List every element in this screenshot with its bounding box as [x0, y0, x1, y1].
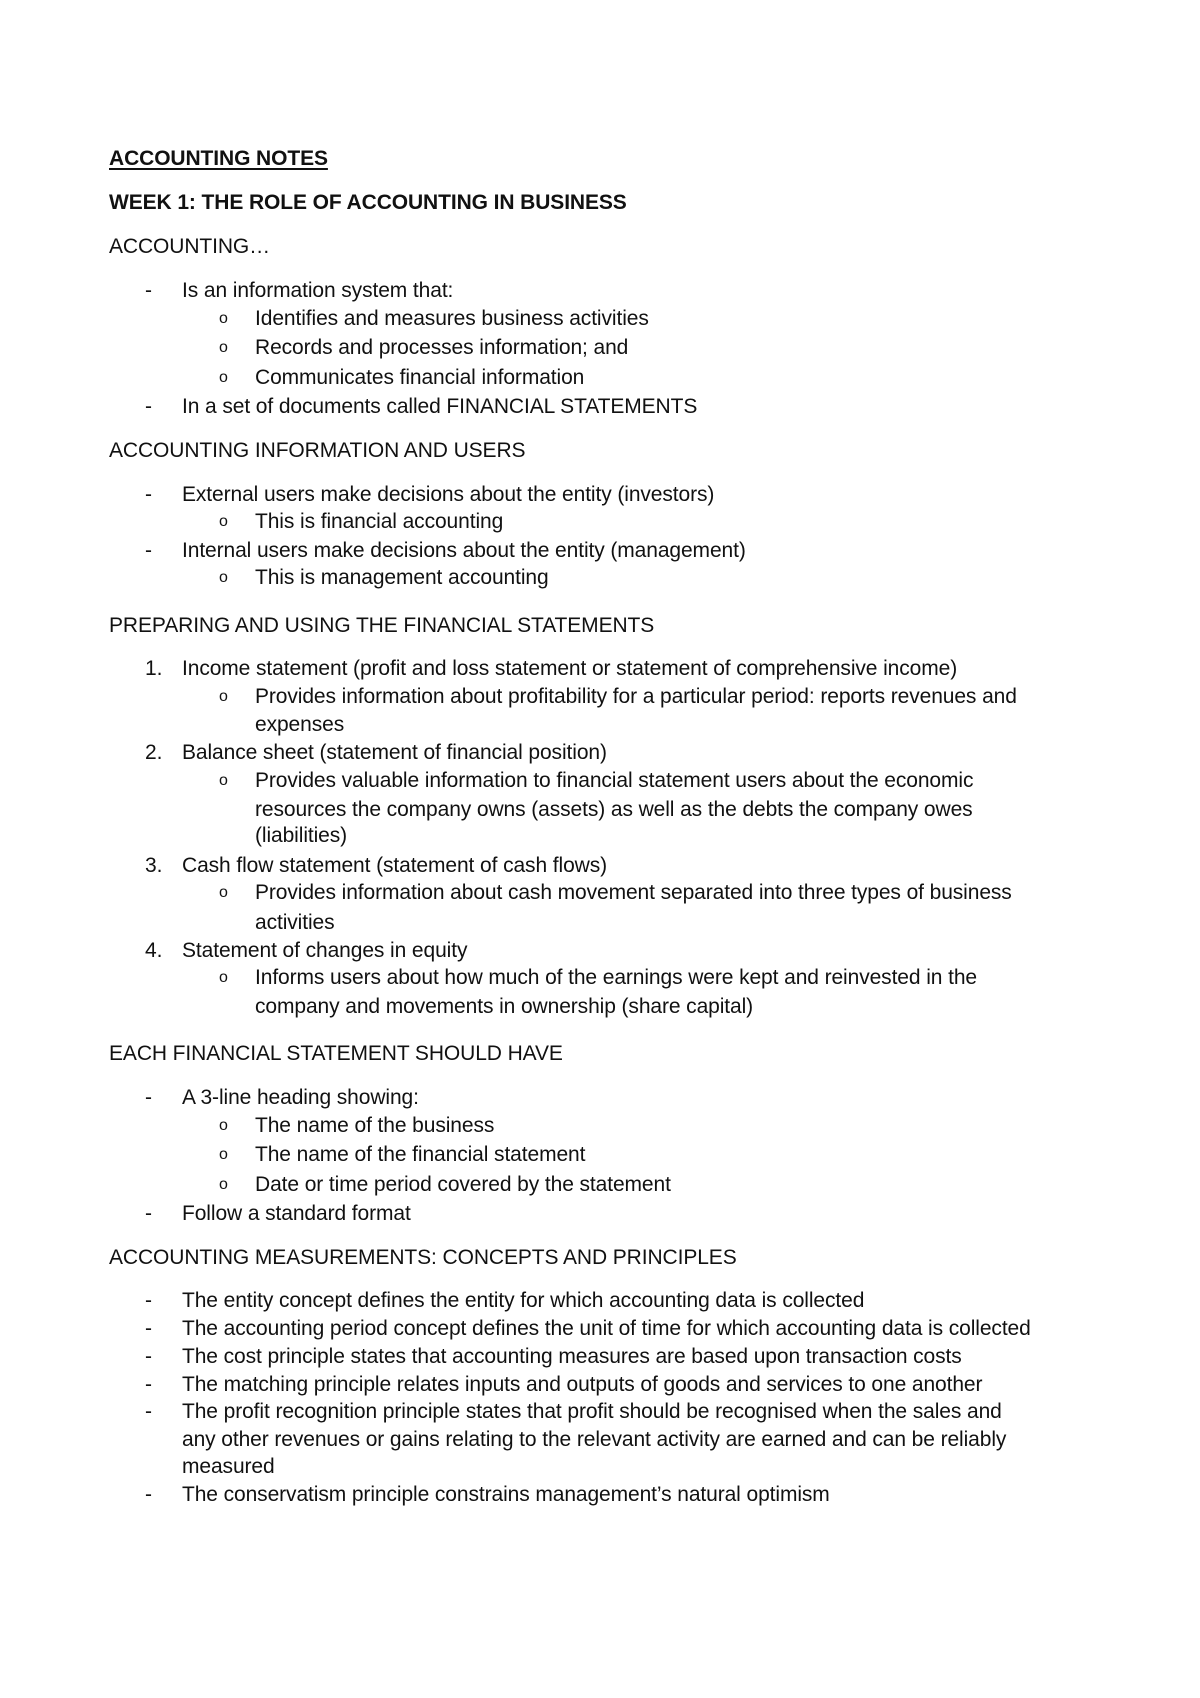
circle-bullet: o	[219, 369, 228, 386]
week-heading: WEEK 1: THE ROLE OF ACCOUNTING IN BUSINESS	[109, 191, 627, 214]
list-item: The profit recognition principle states that profit should be recognised when the sales and	[182, 1400, 1002, 1423]
list-item: In a set of documents called FINANCIAL STATEMENTS	[182, 395, 698, 418]
section-heading-statement-requirements: EACH FINANCIAL STATEMENT SHOULD HAVE	[109, 1042, 563, 1065]
sub-list-item: Communicates financial information	[255, 366, 585, 389]
circle-bullet: o	[219, 310, 228, 327]
section-heading-accounting: ACCOUNTING…	[109, 235, 271, 258]
dash-bullet: -	[145, 539, 152, 562]
list-item: A 3-line heading showing:	[182, 1086, 419, 1109]
sub-list-item: This is financial accounting	[255, 510, 504, 533]
list-number: 1.	[145, 657, 163, 680]
sub-list-item: The name of the business	[255, 1114, 495, 1137]
list-item: Follow a standard format	[182, 1202, 411, 1225]
dash-bullet: -	[145, 1483, 152, 1506]
section-heading-financial-statements: PREPARING AND USING THE FINANCIAL STATEMENTS	[109, 614, 655, 637]
dash-bullet: -	[145, 1373, 152, 1396]
circle-bullet: o	[219, 339, 228, 356]
sub-list-item-continued: activities	[255, 911, 335, 934]
circle-bullet: o	[219, 688, 228, 705]
circle-bullet: o	[219, 1176, 228, 1193]
sub-list-item: Provides information about cash movement separated into three types of business	[255, 881, 1012, 904]
dash-bullet: -	[145, 279, 152, 302]
sub-list-item: Identifies and measures business activities	[255, 307, 649, 330]
sub-list-item-continued: resources the company owns (assets) as well as the debts the company owes	[255, 798, 973, 821]
list-item: The matching principle relates inputs and outputs of goods and services to one another	[182, 1373, 983, 1396]
document-title: ACCOUNTING NOTES	[109, 147, 328, 170]
sub-list-item: Provides valuable information to financial statement users about the economic	[255, 769, 974, 792]
sub-list-item: The name of the financial statement	[255, 1143, 586, 1166]
list-item: Statement of changes in equity	[182, 939, 468, 962]
sub-list-item: Informs users about how much of the earnings were kept and reinvested in the	[255, 966, 977, 989]
sub-list-item-continued: company and movements in ownership (share capital)	[255, 995, 754, 1018]
dash-bullet: -	[145, 395, 152, 418]
dash-bullet: -	[145, 1400, 152, 1423]
circle-bullet: o	[219, 569, 228, 586]
sub-list-item-continued: (liabilities)	[255, 824, 348, 847]
list-item: The conservatism principle constrains management’s natural optimism	[182, 1483, 830, 1506]
circle-bullet: o	[219, 969, 228, 986]
circle-bullet: o	[219, 884, 228, 901]
list-item: The cost principle states that accounting measures are based upon transaction costs	[182, 1345, 962, 1368]
list-item: The accounting period concept defines the unit of time for which accounting data is collected	[182, 1317, 1031, 1340]
list-item: Is an information system that:	[182, 279, 454, 302]
sub-list-item: Records and processes information; and	[255, 336, 629, 359]
list-item: The entity concept defines the entity for which accounting data is collected	[182, 1289, 865, 1312]
dash-bullet: -	[145, 1345, 152, 1368]
sub-list-item: Date or time period covered by the statement	[255, 1173, 671, 1196]
list-number: 2.	[145, 741, 163, 764]
list-item-continued: any other revenues or gains relating to the relevant activity are earned and can be reliably	[182, 1428, 1007, 1451]
list-item: Cash flow statement (statement of cash flows)	[182, 854, 608, 877]
list-item: Internal users make decisions about the entity (management)	[182, 539, 746, 562]
dash-bullet: -	[145, 483, 152, 506]
section-heading-concepts-principles: ACCOUNTING MEASUREMENTS: CONCEPTS AND PRINCIPLES	[109, 1246, 737, 1269]
list-item: Balance sheet (statement of financial position)	[182, 741, 607, 764]
circle-bullet: o	[219, 1146, 228, 1163]
sub-list-item-continued: expenses	[255, 713, 345, 736]
sub-list-item: This is management accounting	[255, 566, 549, 589]
dash-bullet: -	[145, 1086, 152, 1109]
circle-bullet: o	[219, 1117, 228, 1134]
dash-bullet: -	[145, 1202, 152, 1225]
list-number: 3.	[145, 854, 163, 877]
list-item: Income statement (profit and loss statement or statement of comprehensive income)	[182, 657, 958, 680]
dash-bullet: -	[145, 1289, 152, 1312]
dash-bullet: -	[145, 1317, 152, 1340]
section-heading-users: ACCOUNTING INFORMATION AND USERS	[109, 439, 526, 462]
list-number: 4.	[145, 939, 163, 962]
circle-bullet: o	[219, 772, 228, 789]
circle-bullet: o	[219, 513, 228, 530]
list-item: External users make decisions about the entity (investors)	[182, 483, 715, 506]
list-item-continued: measured	[182, 1455, 275, 1478]
sub-list-item: Provides information about profitability for a particular period: reports revenues and	[255, 685, 1017, 708]
